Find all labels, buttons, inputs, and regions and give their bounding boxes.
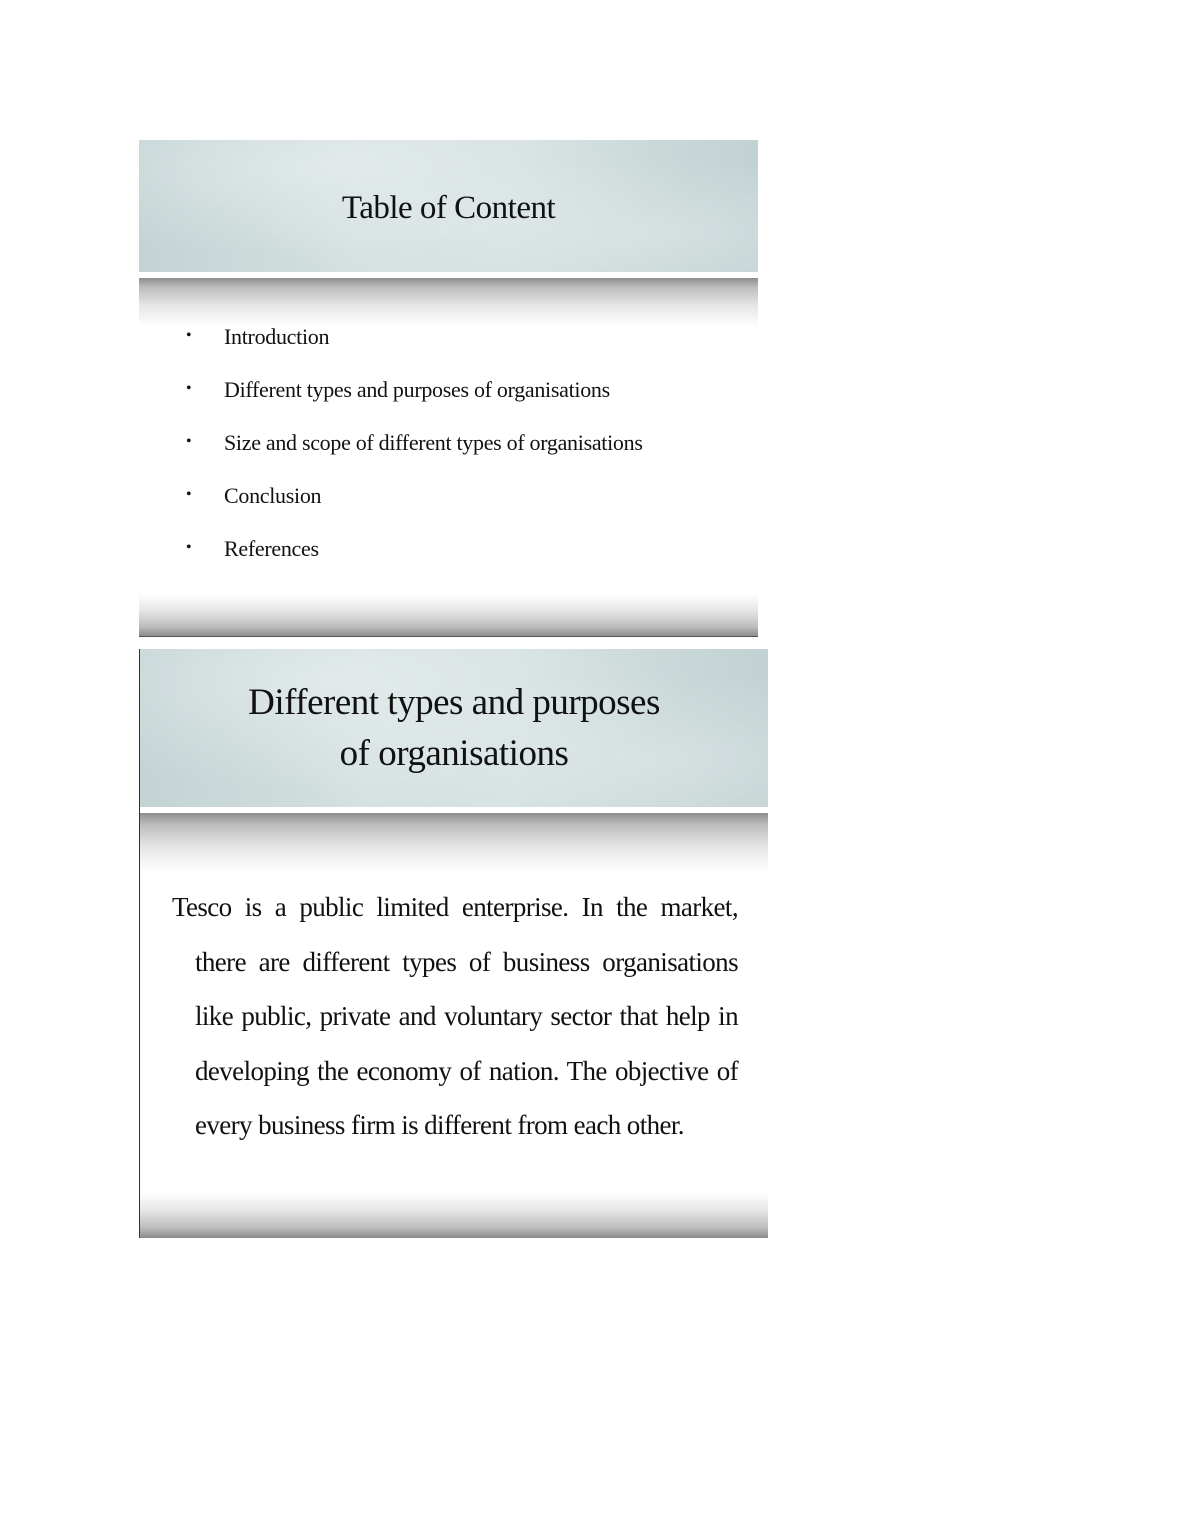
slide-title: Different types and purposes of organisations <box>248 682 660 774</box>
bullet-icon: • <box>186 327 192 344</box>
toc-item-label: Different types and purposes of organisations <box>224 377 610 402</box>
bottom-shadow <box>140 1192 768 1238</box>
toc-item-label: Size and scope of different types of organisations <box>224 430 643 455</box>
slide-title-band <box>139 140 758 272</box>
bottom-shadow <box>139 594 758 636</box>
top-shadow <box>139 278 758 326</box>
slide-table-of-content <box>139 140 758 637</box>
slide-types-purposes <box>139 649 768 1238</box>
bullet-icon: • <box>186 433 192 450</box>
slide-title-band <box>140 649 768 807</box>
top-shadow <box>140 813 768 873</box>
slide-body-text: Tesco is a public limited enterprise. In the market, there are different types of business organisations like public, private and voluntary sector that help in developing the economy of nation. The objective of every business firm is different from each other. <box>172 892 738 1140</box>
bullet-icon: • <box>186 380 192 397</box>
slide-title: Table of Content <box>341 190 556 226</box>
toc-item-label: References <box>224 536 319 561</box>
toc-item-label: Introduction <box>224 324 330 349</box>
bullet-icon: • <box>186 539 192 556</box>
bullet-icon: • <box>186 486 192 503</box>
toc-item-label: Conclusion <box>224 483 322 508</box>
